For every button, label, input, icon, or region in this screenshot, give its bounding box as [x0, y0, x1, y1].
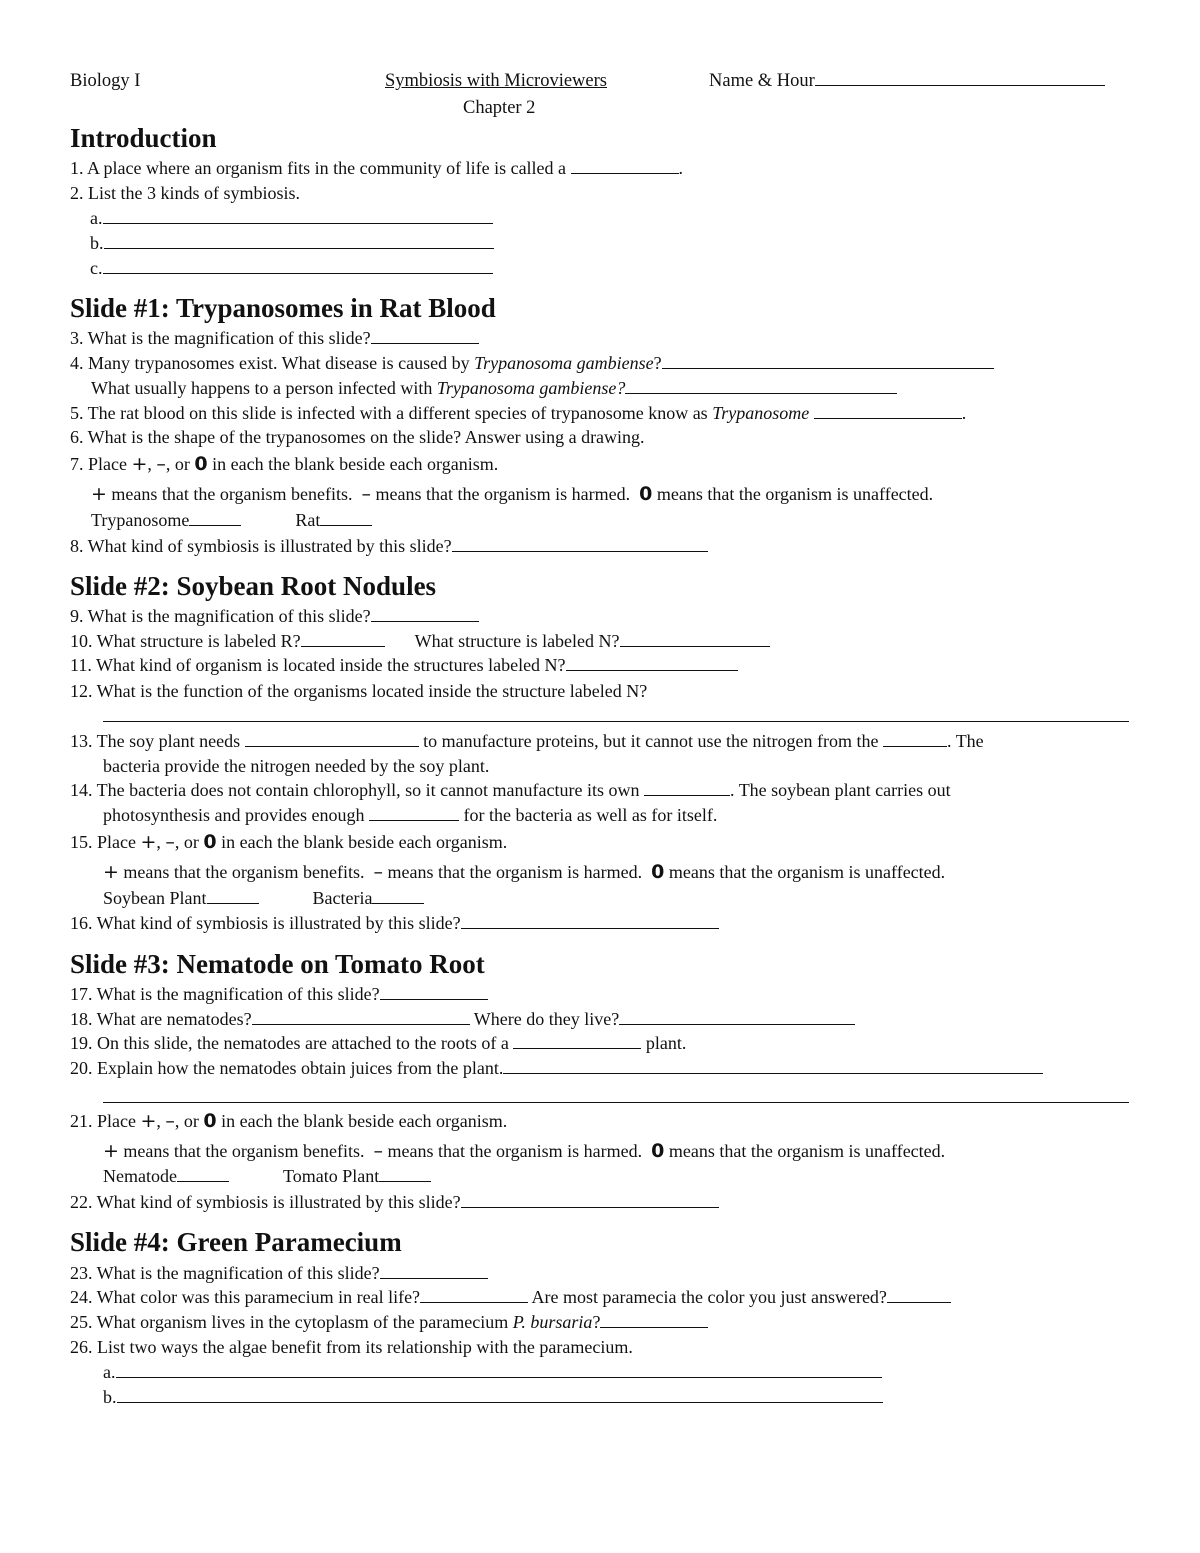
q14-blank-a[interactable]	[644, 781, 730, 796]
legend-1: + means that the organism benefits. – means that the organism is harmed. 0 means that the organism is unaffected.	[91, 483, 934, 505]
question-25: 25. What organism lives in the cytoplasm of the paramecium P. bursaria?	[70, 1310, 708, 1334]
question-14: 14. The bacteria does not contain chlorophyll, so it cannot manufacture its own . The soybean plant carries out	[70, 780, 951, 800]
q14-blank-b[interactable]	[369, 806, 459, 821]
question-18: 18. What are nematodes? Where do they live?	[70, 1007, 855, 1031]
q8-blank[interactable]	[452, 537, 708, 552]
name-hour-blank[interactable]	[815, 71, 1105, 86]
q18-blank-b[interactable]	[619, 1010, 855, 1025]
q23-blank[interactable]	[380, 1264, 488, 1279]
question-1: 1. A place where an organism fits in the community of life is called a .	[70, 158, 684, 178]
q16-blank[interactable]	[461, 914, 719, 929]
slide1-heading: Slide #1: Trypanosomes in Rat Blood	[70, 293, 496, 323]
q4-blank[interactable]	[662, 354, 994, 369]
q2-blank-c[interactable]	[103, 259, 493, 274]
q9-blank[interactable]	[371, 607, 479, 622]
question-7: 7. Place +, –, or 0 in each the blank beside each organism.	[70, 453, 499, 475]
q2-answer-b: b.	[90, 231, 494, 255]
slide3-heading: Slide #3: Nematode on Tomato Root	[70, 949, 485, 979]
q2-answer-c: c.	[90, 256, 493, 280]
q1-blank[interactable]	[571, 159, 679, 174]
q26-answer-b: b.	[103, 1385, 883, 1409]
rat-blank[interactable]	[320, 511, 372, 526]
question-6: 6. What is the shape of the trypanosomes on the slide? Answer using a drawing.	[70, 427, 645, 447]
q20-blank[interactable]	[503, 1059, 1043, 1074]
name-hour-label: Name & Hour	[709, 71, 815, 91]
question-12: 12. What is the function of the organisms located inside the structure labeled N?	[70, 681, 648, 701]
q17-blank[interactable]	[380, 985, 488, 1000]
slide4-heading: Slide #4: Green Paramecium	[70, 1227, 402, 1257]
organisms-3: Nematode Tomato Plant	[103, 1164, 431, 1188]
question-5: 5. The rat blood on this slide is infected with a different species of trypanosome know as Trypanosome .	[70, 403, 967, 423]
q13-blank-b[interactable]	[883, 732, 947, 747]
q24-blank-b[interactable]	[887, 1288, 951, 1303]
question-9: 9. What is the magnification of this slide?	[70, 604, 479, 628]
q25-blank[interactable]	[600, 1313, 708, 1328]
legend-3: + means that the organism benefits. – means that the organism is harmed. 0 means that the organism is unaffected.	[103, 1140, 946, 1162]
intro-heading: Introduction	[70, 123, 217, 153]
worksheet-title: Symbiosis with Microviewers	[385, 71, 607, 91]
question-21: 21. Place +, –, or 0 in each the blank beside each organism.	[70, 1110, 508, 1132]
q22-blank[interactable]	[461, 1193, 719, 1208]
q26-blank-b[interactable]	[117, 1388, 883, 1403]
question-17: 17. What is the magnification of this slide?	[70, 982, 488, 1006]
soybean-blank[interactable]	[207, 889, 259, 904]
q20-answer-line[interactable]	[103, 1102, 1129, 1103]
q19-blank[interactable]	[513, 1034, 641, 1049]
question-10: 10. What structure is labeled R? What structure is labeled N?	[70, 629, 770, 653]
q24-blank-a[interactable]	[420, 1288, 528, 1303]
question-2: 2. List the 3 kinds of symbiosis.	[70, 183, 301, 203]
q11-blank[interactable]	[566, 656, 738, 671]
question-22: 22. What kind of symbiosis is illustrated by this slide?	[70, 1190, 719, 1214]
q2-blank-a[interactable]	[103, 209, 493, 224]
course-label: Biology I	[70, 71, 141, 91]
slide2-heading: Slide #2: Soybean Root Nodules	[70, 571, 437, 601]
question-26: 26. List two ways the algae benefit from its relationship with the paramecium.	[70, 1337, 633, 1357]
question-11: 11. What kind of organism is located inside the structures labeled N?	[70, 653, 738, 677]
q5-blank[interactable]	[814, 404, 962, 419]
trypanosome-blank[interactable]	[189, 511, 241, 526]
question-20: 20. Explain how the nematodes obtain juices from the plant.	[70, 1056, 1043, 1080]
organisms-2: Soybean Plant Bacteria	[103, 886, 424, 910]
question-23: 23. What is the magnification of this slide?	[70, 1261, 488, 1285]
q13-blank-a[interactable]	[245, 732, 419, 747]
question-15: 15. Place +, –, or 0 in each the blank beside each organism.	[70, 831, 508, 853]
q10-blank-n[interactable]	[620, 632, 770, 647]
q2-blank-b[interactable]	[104, 234, 494, 249]
question-24: 24. What color was this paramecium in real life? Are most paramecia the color you just answered?	[70, 1285, 951, 1309]
tomato-plant-blank[interactable]	[379, 1167, 431, 1182]
legend-2: + means that the organism benefits. – means that the organism is harmed. 0 means that the organism is unaffected.	[103, 861, 946, 883]
q2-answer-a: a.	[90, 206, 493, 230]
q12-answer-line[interactable]	[103, 721, 1129, 722]
q10-blank-r[interactable]	[301, 632, 385, 647]
bacteria-blank[interactable]	[372, 889, 424, 904]
nematode-blank[interactable]	[177, 1167, 229, 1182]
question-4: 4. Many trypanosomes exist. What disease is caused by Trypanosoma gambiense?	[70, 351, 994, 375]
chapter-label: Chapter 2	[463, 98, 536, 118]
q18-blank-a[interactable]	[252, 1010, 470, 1025]
q26-blank-a[interactable]	[116, 1363, 882, 1378]
organisms-1: Trypanosome Rat	[91, 508, 372, 532]
question-13: 13. The soy plant needs to manufacture proteins, but it cannot use the nitrogen from the . The	[70, 731, 984, 751]
question-3: 3. What is the magnification of this slide?	[70, 326, 479, 350]
question-8: 8. What kind of symbiosis is illustrated by this slide?	[70, 534, 708, 558]
question-4-cont: What usually happens to a person infected with Trypanosoma gambiense?	[91, 376, 897, 400]
question-13-cont: bacteria provide the nitrogen needed by the soy plant.	[103, 756, 490, 776]
q4-cont-blank[interactable]	[625, 379, 897, 394]
question-14-cont: photosynthesis and provides enough for the bacteria as well as for itself.	[103, 805, 718, 825]
question-16: 16. What kind of symbiosis is illustrated by this slide?	[70, 911, 719, 935]
name-hour-field[interactable]	[709, 71, 1105, 92]
q26-answer-a: a.	[103, 1360, 882, 1384]
q3-blank[interactable]	[371, 329, 479, 344]
question-19: 19. On this slide, the nematodes are attached to the roots of a plant.	[70, 1033, 687, 1053]
